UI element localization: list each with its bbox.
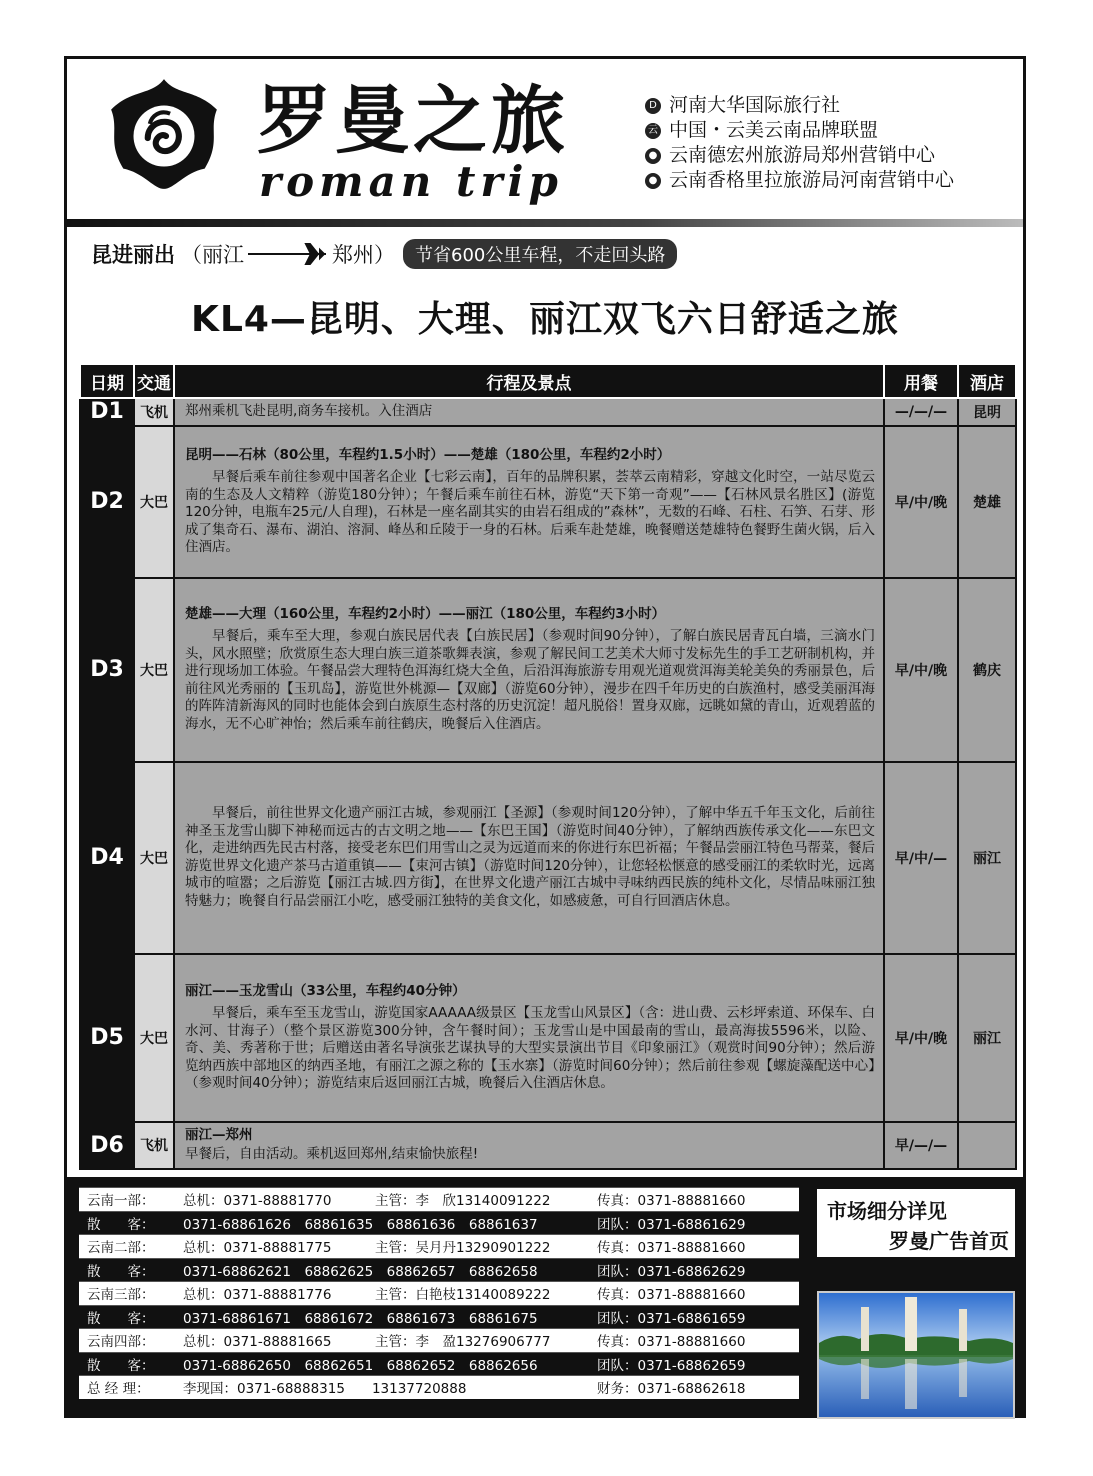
meals-cell: 早/中/晚 [884, 578, 958, 762]
dahua-logo-icon: D [645, 98, 661, 114]
hotel-cell: 楚雄 [958, 426, 1016, 578]
switchboard: 总机：0371-88881776 [175, 1282, 367, 1306]
day-cell: D1 [80, 398, 134, 426]
route-from: （丽江 [181, 243, 244, 267]
itinerary-cell [174, 954, 884, 1122]
itinerary-cell [174, 398, 884, 426]
three-pagodas-image-icon [819, 1293, 1013, 1417]
itinerary-text: 早餐后，乘车至玉龙雪山，游览国家AAAAA级景区【玉龙雪山风景区】（含：进山费、云杉坪索道、环保车、白水河、甘海子）（整个景区游览300分钟，含午餐时间）；玉龙雪山是中国最南的雪山，最高海拔5596米，以险、奇、美、秀著称于世；后赠送由著名导演张艺谋执导的大型实景演出节目《印象丽江》（观赏时间90分钟）；然后游览纳西族中部地区的纳西圣地，有丽江之源之称的【玉水寨】（游览时间60分钟）；然后前往参观【螺旋藻配送中心】（参观时间40分钟）；游览结束后返回丽江古城，晚餐后入住酒店休息。 [185, 1005, 875, 1091]
header-hotel: 酒店 [958, 364, 1016, 398]
pagoda-photo [817, 1291, 1015, 1419]
itinerary-subtitle: 丽江—郑州 [185, 1126, 253, 1143]
phone-numbers: 0371-68861626 68861635 68861636 68861637 [175, 1211, 589, 1235]
transport-cell: 飞机 [134, 398, 174, 426]
table-row [80, 762, 1016, 954]
transport-cell: 大巴 [134, 578, 174, 762]
group-phone: 团队：0371-68861659 [589, 1305, 799, 1329]
manager: 主管：李 欣13140091222 [367, 1188, 589, 1212]
route-title: 昆进丽出 [91, 243, 175, 267]
itinerary-text: 早餐后乘车前往参观中国著名企业【七彩云南】，百年的品牌积累，荟萃云南精彩，穿越文化时空，一站尽览云南的生态及人文精粹（游览180分钟）；午餐后乘车前往石林，游览“天下第一奇观”——【石林风景名胜区】(游览120分钟，电瓶车25元/人自理)，石林是一座名副其实的由岩石组成的”森林”，无数的石峰、石柱、石笋、石芽、形成了集奇石、瀑布、湖泊、溶洞、峰丛和丘陵于一身的石林。后乘车赴楚雄，晚餐赠送楚雄特色餐野生菌火锅，后入住酒店。 [185, 469, 875, 555]
itinerary-cell [174, 578, 884, 762]
dept-label: 散 客： [79, 1305, 175, 1329]
itinerary-text: 早餐后，前往世界文化遗产丽江古城，参观丽江【圣源】（参观时间120分钟），了解中华五千年玉文化，后前往神圣玉龙雪山脚下神秘而远古的古文明之地——【东巴王国】（游览时间40分钟），了解纳西族传承文化——东巴文化，走进纳西先民古村落，接受老东巴们用雪山之灵为远道而来的你进行东巴祈福；午餐品尝丽江特色马帮菜，餐后游览世界文化遗产茶马古道重镇——【束河古镇】（游览时间120分钟），让您轻松惬意的感受丽江的柔软时光，远离城市的喧嚣；之后游览【丽江古城.四方街】，在世界文化遗产丽江古城中寻味纳西民族的纯朴文化，尽情品味丽江独特魅力；晚餐自行品尝丽江小吃，感受丽江独特的美食文化，如感疲惫，可自行回酒店休息。 [185, 805, 875, 909]
ad-box [815, 1187, 1017, 1259]
dept-label: 云南二部： [79, 1235, 175, 1259]
dept-label: 散 客： [79, 1352, 175, 1376]
day-cell: D4 [80, 762, 134, 954]
header-itinerary: 行程及景点 [174, 364, 884, 398]
dept-label: 散 客： [79, 1211, 175, 1235]
header-meals: 用餐 [884, 364, 958, 398]
itinerary-cell [174, 426, 884, 578]
phone-numbers: 0371-68862650 68862651 68862652 68862656 [175, 1352, 589, 1376]
contact-row [79, 1305, 799, 1329]
meals-cell: 早/中/— [884, 762, 958, 954]
affiliation-item: ● 云南德宏州旅游局郑州营销中心 [645, 143, 954, 168]
shangrila-logo-icon: ● [645, 173, 661, 189]
contact-row [79, 1376, 799, 1399]
itinerary-text: 早餐后，乘车至大理，参观白族民居代表【白族民居】（参观时间90分钟），了解白族民居青瓦白墙，三滴水门头，风水照壁；欣赏原生态大理白族三道茶歌舞表演，参观了解民间工艺美术大师寸发标先生的手工艺研制机构，并进行现场加工体验。午餐品尝大理特色洱海红烧大全鱼，后沿洱海旅游专用观光道观赏洱海美轮美奂的秀丽景色，后前往风光秀丽的【玉玑岛】，游览世外桃源—【双廊】（游览60分钟），漫步在四千年历史的白族渔村，感受美丽洱海的阵阵清新海风的同时也能体会到白族原生态村落的历史沉淀！超凡脱俗！置身双廊，远眺如黛的青山，近观碧蓝的海水，无不心旷神怡；然后乘车前往鹤庆，晚餐后入住酒店。 [185, 628, 875, 732]
day-cell: D6 [80, 1122, 134, 1169]
itinerary-subtitle: 楚雄——大理（160公里，车程约2小时）——丽江（180公里，车程约3小时） [185, 605, 666, 622]
dept-label: 云南一部： [79, 1188, 175, 1212]
table-row [80, 954, 1016, 1122]
switchboard: 总机：0371-88881665 [175, 1329, 367, 1353]
meals-cell: 早/中/晚 [884, 426, 958, 578]
dept-label: 云南四部： [79, 1329, 175, 1353]
dept-label: 散 客： [79, 1258, 175, 1282]
finance-phone: 财务：0371-68862618 [589, 1376, 799, 1399]
itinerary-table [79, 363, 1017, 1170]
itinerary-text: 郑州乘机飞赴昆明,商务车接机。入住酒店 [185, 403, 433, 419]
day-cell: D5 [80, 954, 134, 1122]
fax: 传真：0371-88881660 [589, 1282, 799, 1306]
gm-phone: 李现国：0371-68888315 13137720888 [175, 1376, 589, 1399]
table-header-row [80, 364, 1016, 398]
fax: 传真：0371-88881660 [589, 1235, 799, 1259]
brand-name-cn: 罗曼之旅 [257, 78, 569, 164]
contacts-table [79, 1187, 799, 1399]
contact-row [79, 1258, 799, 1282]
route-line [91, 239, 677, 269]
ad-line-1: 市场细分详见 [827, 1199, 947, 1223]
dept-label: 云南三部： [79, 1282, 175, 1306]
hotel-cell: 鹤庆 [958, 578, 1016, 762]
meals-cell: —/—/— [884, 398, 958, 426]
itinerary-cell [174, 762, 884, 954]
affiliation-item: D 河南大华国际旅行社 [645, 93, 954, 118]
brand-name-en: roman trip [259, 157, 563, 206]
manager: 主管：李 盈13276906777 [367, 1329, 589, 1353]
dehong-logo-icon: ● [645, 148, 661, 164]
group-phone: 团队：0371-68862659 [589, 1352, 799, 1376]
rose-logo-icon [103, 75, 225, 193]
table-row [80, 398, 1016, 426]
table-row [80, 1122, 1016, 1169]
route-badge: 节省600公里车程，不走回头路 [403, 239, 677, 269]
itinerary-cell [174, 1122, 884, 1169]
yunmei-logo-icon: 云 [645, 123, 661, 139]
transport-cell: 大巴 [134, 762, 174, 954]
affiliation-list [645, 93, 954, 193]
itinerary-subtitle: 丽江——玉龙雪山（33公里，车程约40分钟） [185, 982, 466, 999]
affiliation-item: ● 云南香格里拉旅游局河南营销中心 [645, 168, 954, 193]
phone-numbers: 0371-68861671 68861672 68861673 68861675 [175, 1305, 589, 1329]
dept-label: 总 经 理： [79, 1376, 175, 1399]
group-phone: 团队：0371-68862629 [589, 1258, 799, 1282]
header-day: 日期 [80, 364, 134, 398]
transport-cell: 飞机 [134, 1122, 174, 1169]
page-title: KL4—昆明、大理、丽江双飞六日舒适之旅 [191, 299, 899, 340]
hotel-cell: 昆明 [958, 398, 1016, 426]
group-phone: 团队：0371-68861629 [589, 1211, 799, 1235]
manager: 主管：吴月丹13290901222 [367, 1235, 589, 1259]
airplane-icon [248, 242, 328, 266]
header-transport: 交通 [134, 364, 174, 398]
contact-row [79, 1235, 799, 1259]
table-row [80, 578, 1016, 762]
itinerary-subtitle: 昆明——石林（80公里，车程约1.5小时）——楚雄（180公里，车程约2小时） [185, 446, 671, 463]
contact-row [79, 1211, 799, 1235]
hotel-cell [958, 1122, 1016, 1169]
switchboard: 总机：0371-88881770 [175, 1188, 367, 1212]
contact-row [79, 1329, 799, 1353]
ad-line-2: 罗曼广告首页 [889, 1229, 1009, 1253]
day-cell: D3 [80, 578, 134, 762]
header [67, 59, 1023, 219]
hotel-cell: 丽江 [958, 762, 1016, 954]
day-cell: D2 [80, 426, 134, 578]
fax: 传真：0371-88881660 [589, 1188, 799, 1212]
manager: 主管：白艳枝13140089222 [367, 1282, 589, 1306]
meals-cell: 早/—/— [884, 1122, 958, 1169]
phone-numbers: 0371-68862621 68862625 68862657 68862658 [175, 1258, 589, 1282]
transport-cell: 大巴 [134, 954, 174, 1122]
contact-row [79, 1352, 799, 1376]
fax: 传真：0371-88881660 [589, 1329, 799, 1353]
switchboard: 总机：0371-88881775 [175, 1235, 367, 1259]
header-divider [67, 219, 1023, 227]
itinerary-text: 早餐后，自由活动。乘机返回郑州,结束愉快旅程! [185, 1146, 479, 1162]
affiliation-item: 云 中国・云美云南品牌联盟 [645, 118, 954, 143]
contact-row [79, 1188, 799, 1212]
table-row [80, 426, 1016, 578]
route-to: 郑州） [332, 243, 395, 267]
page-frame [64, 56, 1026, 1418]
hotel-cell: 丽江 [958, 954, 1016, 1122]
transport-cell: 大巴 [134, 426, 174, 578]
contact-row [79, 1282, 799, 1306]
meals-cell: 早/中/晚 [884, 954, 958, 1122]
